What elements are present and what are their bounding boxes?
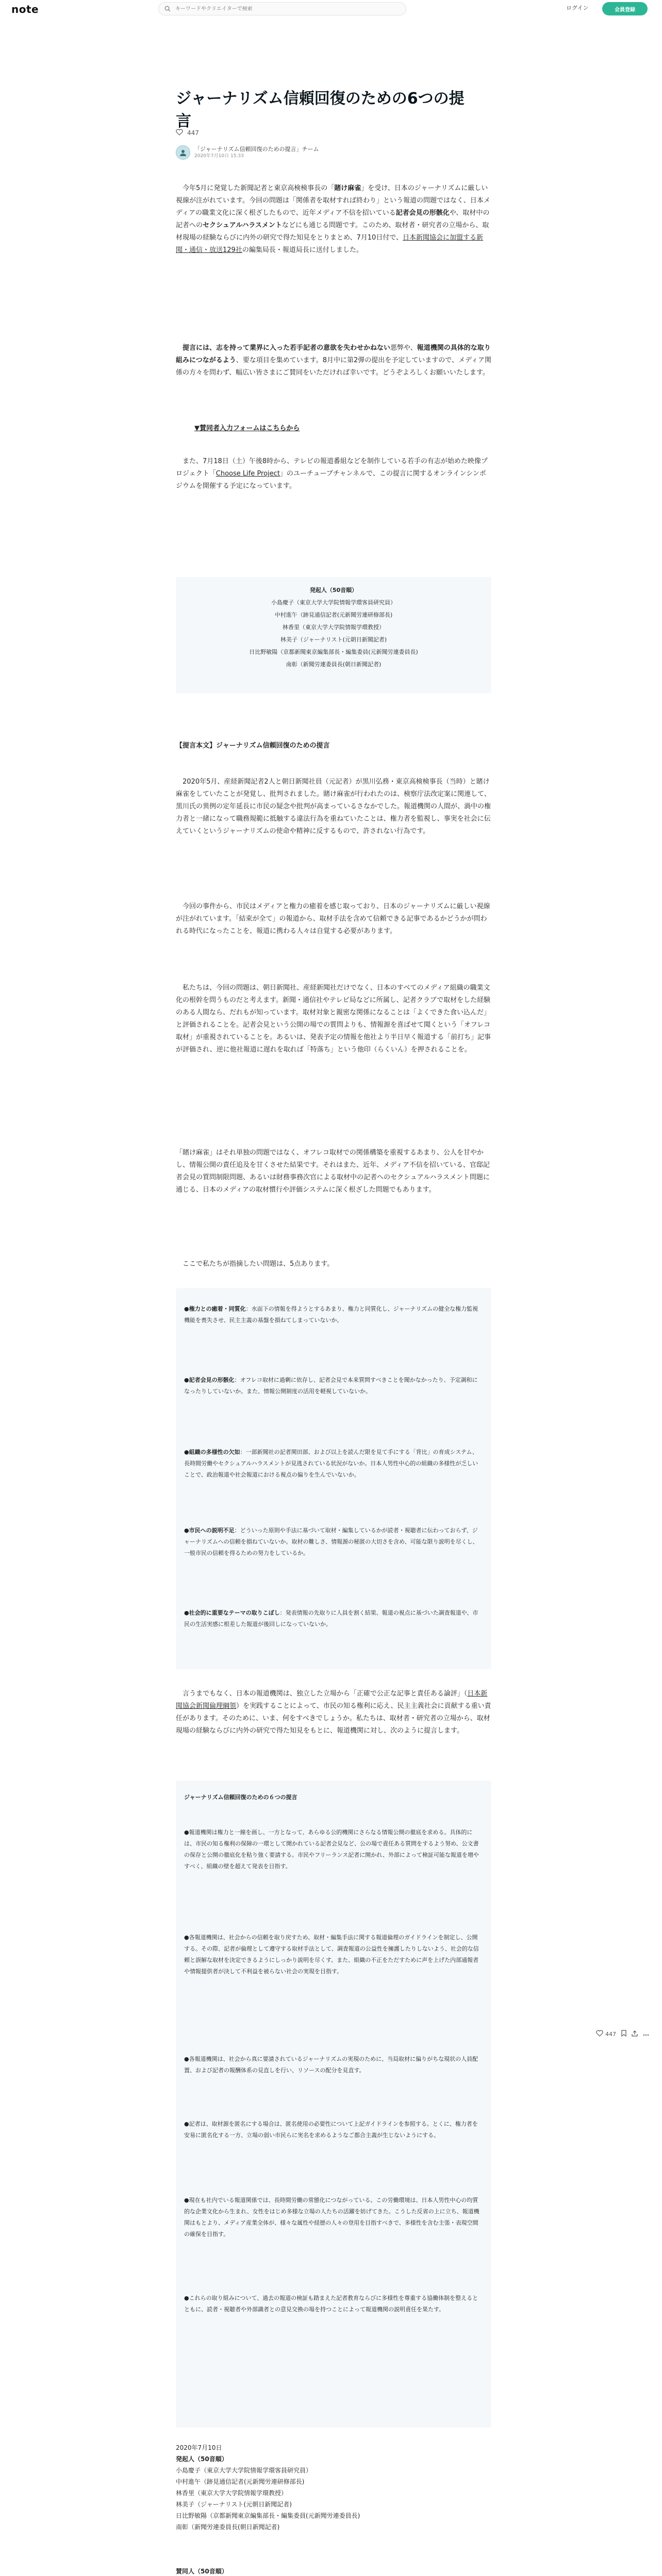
search-icon	[164, 5, 171, 12]
like-count: 447	[187, 129, 199, 137]
author-name[interactable]: 「ジャーナリズム信頼回復のための提言」チーム	[194, 146, 319, 152]
avatar[interactable]	[176, 145, 190, 160]
text: 今年5月に発覚した新聞記者と東京高検検事長の「	[183, 184, 335, 192]
list-item: 林美子（ジャーナリスト(元朝日新聞記者)	[176, 2501, 292, 2508]
list-date: 2020年7月10日	[176, 2444, 222, 2451]
text: ）を実践することによって、市民の知る権利に応え、民主主義社会に貢献する重い責任があります。そのために、いま、何をすべきでしょうか。私たちは、取材者・研究者の立場から、取材現場の経験ならびに内外の研究で得た知見をもとに、報道機関に対し、次のように提言します。	[176, 1702, 491, 1735]
title-line: ジャーナリズム信頼回復のための6つの提	[176, 90, 465, 108]
proposal-item: ●記者は、取材源を匿名にする場合は、匿名使用の必要性について上記ガイドラインを参照する。とくに、権力者を安易に匿名化する一方、立場の弱い市民らに実名を求めるようなご都合主義が生じないようにする。	[184, 2121, 478, 2139]
problem-body: ：水面下の情報を得ようとするあまり、権力と同質化し、ジャーナリズムの健全な権力監視機能を喪失させ、民主主義の基盤を損ねてしまっていないか。	[184, 1306, 478, 1324]
body-paragraph: 「賭け麻雀」はそれ単独の問題ではなく、オフレコ取材での関係構築を重視するあまり、公人を甘やかし、情報公開の責任追及を甘くさせた結果です。それはまた、近年、メディア不信を招いている、官邸記者会見の質問制限問題、あるいは財務事務次官による取材中の記者へのセクシュアルハラスメント問題に通じる、日本のメディアの取材慣行や評価システムに深く根ざした問題でもあります。	[176, 1149, 490, 1194]
proposal-item: ●これらの取り組みについて、過去の報道の検証も踏まえた記者教育ならびに多様性を尊重する協働体制を整えるとともに、読者・視聴者や外部識者との意見交換の場を持つことによって報道機関の説明責任を果たす。	[184, 2295, 478, 2313]
proposals-box	[176, 1781, 491, 2428]
promoter-line: 日比野敏陽（京都新聞東京編集部長・編集委員(元新聞労連委員長)	[249, 649, 418, 655]
promoter-line: 南彰（新聞労連委員長(朝日新聞記者)	[286, 661, 382, 668]
problem-body: ：一部新聞社の記者関田部、および以上を読んだ限を見て手にする「背比」の育成システム、長時間労働やセクシュアルハラスメントが見逃されている状況がないか。日本人男性中心的の組織の多様性が乏しいことで、政治報道や社会報道における視点の偏りを生んでいないか。	[184, 1449, 478, 1478]
problem-item	[176, 1447, 491, 1481]
bold-text: 報道機関の具体的な取り組みにつながるよう	[176, 344, 491, 364]
association-link[interactable]: 日本新聞協会に加盟する新聞・通信・放送129社	[176, 234, 484, 254]
proposal-item: ●現在も社内でいる報道関係では、長時間労働の常態化につながっている。この労働環境は、日本人男性中心の均質的な企業文化から生まれ、女性をはじめ多様な立場の人たちの活躍を妨げてきた。こうした反省の上に立ち、報道機関はもとより、メディア産業全体が、様々な属性や経歴の人々の登用を目指すべきで、多様性を含む主張・表現空間の確保を目指す。	[184, 2197, 479, 2238]
text: の編集局長・報道局長に送付しました。	[242, 246, 363, 254]
request-paragraph	[176, 342, 491, 379]
search-box[interactable]	[158, 2, 406, 15]
problem-head: ●社会的に重要なテーマの取りこぼし	[184, 1609, 280, 1616]
title-line: 言	[176, 112, 191, 130]
more-icon[interactable]	[643, 2031, 649, 2038]
body-paragraph: 私たちは、今回の問題は、朝日新聞社、産経新聞社だけでなく、日本のすべてのメディア組織の職業文化の根幹を問うものだと考えます。新聞・通信社やテレビ局などに所属し、記者クラブで取材をした経験のある人間なら、だれもが知っています。取材対象と親密な関係になることは「よくできた食い込んだ」と評価されることを。記者会見という公開の場での質問よりも、情報源を喜ばせて聞くという「オフレコ取材」が重視されていることを。あるいは、発表予定の情報を他社より半日早く報道する「前打ち」記事が評価され、逆に他社報道に遅れを取れば「特落ち」という他印（らくいん）を押されることを。	[176, 984, 491, 1054]
text: などにも通じる問題です。このため、取材者・研究者の立場から、取材現場の経験ならびに内外の研究で得た知見をとりまとめ、7月10日付で、	[176, 222, 489, 242]
search-input[interactable]	[175, 6, 392, 12]
problem-body: ：発表情報の先取りに人員を割く結果、報道の視点に基づいた調査報道や、市民の生活実感に根差した報道が後回しになっていないか。	[184, 1609, 478, 1628]
likes-row	[176, 129, 199, 137]
text: 」のユーチューブチャンネルで、この提言に関するオンラインシンポジウムを開催する予定になっています。	[176, 470, 486, 490]
floating-action-rail	[596, 2030, 649, 2038]
text: 、要な項目を集めています。8月中に第2弾の提出を予定していますので、メディア関係の方々を問わず、幅広い皆さまにご賛同をいただければ幸いです。どうぞよろしくお願いいたします。	[176, 357, 491, 377]
bold-text: セクシュアルハラスメント	[203, 222, 282, 229]
bold-text: 記者会見の形骸化	[395, 209, 450, 217]
choose-life-project-link[interactable]: Choose Life Project	[216, 470, 280, 478]
ethics-code-link[interactable]: 日本新聞協会新聞倫理綱領	[176, 1690, 488, 1710]
problem-item	[176, 1375, 491, 1397]
section-heading: 【提言本文】ジャーナリズム信頼回復のための提言	[176, 742, 330, 750]
share-icon[interactable]	[632, 2030, 638, 2038]
like-count: 447	[605, 2030, 616, 2038]
publish-date: 2020年7月10日 15:33	[194, 154, 244, 159]
promoter-line: 小島慶子（東京大学大学院情報学環客員研究員）	[271, 599, 396, 606]
supporter-form-link[interactable]: ▼賛同者入力フォームはこちらから	[194, 425, 300, 432]
problem-item	[176, 1303, 491, 1326]
bold-text: 提言には、志を持って業界に入った若手記者の意欲を失わせかねない	[183, 344, 391, 352]
text: 言うまでもなく、日本の報道機関は、独立した立場から「正確で公正な記事と責任ある論評」（	[183, 1690, 468, 1698]
body-paragraph: 2020年5月、産経新聞記者2人と朝日新聞社員（元記者）が黒川弘務・東京高検検事長（当時）と賭け麻雀をしていたことが発覚し、批判されました。賭け麻雀が行われたのは、検察庁法改定案に関連して、黒川氏の異例の定年延長に市民の疑念や批判が高まっているさなかでした。報道機関の人間が、渦中の権力者と一緒になって職務規範に抵触する違法行為を重ねていたことは、権力者を監視し、事実を社会に伝えていくというジャーナリズムの使命や精神に反するもので、許されない行為です。	[176, 778, 491, 835]
top-navigation-bar	[0, 0, 662, 20]
intro-paragraph	[176, 182, 491, 257]
supporters-list	[176, 2566, 491, 2576]
problem-head: ●権力との癒着・同質化	[184, 1306, 246, 1312]
author-row[interactable]	[176, 145, 319, 160]
signup-button[interactable]: 会員登録	[602, 2, 648, 15]
problem-head: ●記者会見の形骸化	[184, 1377, 235, 1383]
proposal-item: ●各報道機関は、社会から真に要請されているジャーナリズムの実現のために、当局取材に偏りがちな現状の人員配置、および記者の報酬体系の見直しを行い、リソースの配分を見直す。	[184, 2056, 478, 2074]
body-paragraph: 今回の事件から、市民はメディアと権力の癒着を感じ取っており、日本のジャーナリズムに厳しい視線が注がれています。「結束が全て」の報道から、取材手法を含めて信頼できる記事であるかどうかが問われる時代になったことを、報道に携わる人々は自覚する必要があります。	[176, 903, 490, 935]
promoter-line: 中村進午（跡見通信記者(元新聞労連研修部長)	[274, 612, 393, 618]
problem-body: ：どういった原則や手法に基づいて取材・編集しているかが読者・視聴者に伝わっておらず、ジャーナリズムへの信頼を損ねていないか。取材の難しさ、情報源の秘匿の大切さを含め、可能な限り説明を尽くし、一般市民の信頼を得るための努力をしているか。	[184, 1527, 478, 1556]
bookmark-icon[interactable]	[621, 2030, 626, 2038]
problem-head: ●市民への説明不足	[184, 1527, 235, 1534]
heart-icon[interactable]	[176, 129, 183, 137]
note-logo[interactable]: note	[11, 3, 39, 15]
problem-body: ：オフレコ取材に過剰に依存し、記者会見で本来質問すべきことを聞かなかったり、予定調和になったりしていないか。また、情報公開制度の活用を軽視していないか。	[184, 1377, 478, 1395]
promoters-heading: 発起人（50音順）	[309, 587, 358, 594]
promoters-box	[176, 577, 491, 693]
login-button[interactable]: ログイン	[566, 5, 589, 11]
article-title	[176, 88, 491, 133]
problem-item	[176, 1525, 491, 1559]
proposals-title: ジャーナリズム信頼回復のための６つの提言	[184, 1794, 297, 1801]
bold-text: 賭け麻雀	[334, 184, 361, 192]
problem-head: ●組織の多様性の欠如	[184, 1449, 240, 1455]
promoter-line: 林美子（ジャーナリスト(元朝日新聞記者)	[280, 636, 387, 643]
proposal-item: ●各報道機関は、社会からの信頼を取り戻すため、取材・編集手法に関する報道倫理のガイドラインを制定し、公開する。その際、記者が倫理として遵守する取材手法として、調査報道の公益性を擁護したりしないよう、社会的な信頼と誤解な取材を決定できるようにしっかり説明を尽くす。また、組織の不正をただすために声を上げた内部通報者や情報提供者が決して不利益を被らない社会の実現を目指す。	[184, 1934, 479, 1975]
list-item: 中村進午（跡見通信記者(元新聞労連研修部長)	[176, 2478, 305, 2485]
body-paragraph: ここで私たちが指摘したい問題は、5点あります。	[183, 1260, 334, 1268]
list-item: 日比野敏陽（京都新聞東京編集部長・編集委員(元新聞労連委員長)	[176, 2512, 360, 2519]
list-item: 南彰（新聞労連委員長(朝日新聞記者)	[176, 2523, 280, 2531]
text: 」を受け、日本のジャーナリズムに厳しい視線が注がれています。今回の問題は「関係者を取材すれば終わり」という報道の問題ではなく、日本メディアの職業文化に深く根ざしたもので、近年メディア不信を招いている	[176, 184, 490, 217]
text: 悪弊や、	[390, 344, 417, 352]
proposal-item: ●報道機関は権力と一線を画し、一方となって、あらゆる公的機関にさらなる情報公開の徹底を求める。具体的には、市民の知る権利の保障の一環として開かれている記者会見など、公の場で責任ある質問をするよう努め、公文書の保存と公開の徹底化を粘り強く要請する。市民やフリーランス記者に開かれ、外部によって検証可能な報道を増やすべく、組織の壁を超えて発表を目指す。	[184, 1829, 479, 1870]
list-item: 林香里（東京大学大学院情報学環教授）	[176, 2489, 288, 2497]
text: また、7月18日（土）午後8時から、テレビの報道番組などを制作している若手の有志が始めた映像プロジェクト「	[176, 457, 488, 478]
promoter-line: 林香里（東京大学大学院情報学環教授）	[283, 624, 385, 631]
symposium-paragraph	[176, 455, 491, 493]
promoters-list	[176, 2442, 491, 2533]
problem-item	[176, 1607, 491, 1630]
heart-icon[interactable]	[596, 2030, 603, 2038]
list-item: 小島慶子（東京大学大学院情報学環客員研究員）	[176, 2467, 312, 2474]
form-link-row	[176, 422, 491, 435]
body-paragraph	[176, 1688, 491, 1737]
text: や、取材中の記者への	[176, 209, 490, 229]
promoters-heading: 発起人（50音順）	[176, 2455, 228, 2463]
supporters-heading: 賛同人（50音順）	[176, 2568, 228, 2575]
